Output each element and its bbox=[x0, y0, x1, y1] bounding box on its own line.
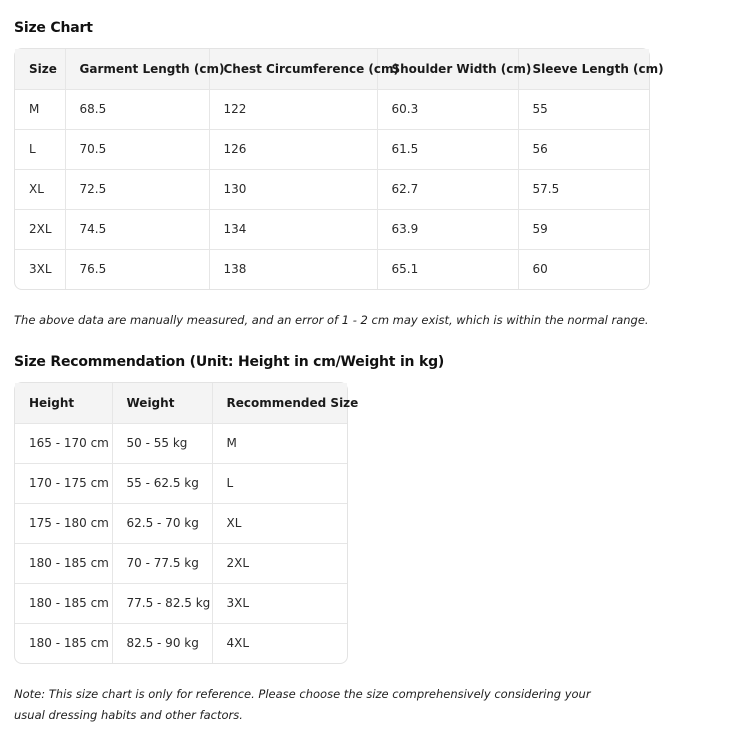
garment-length-cell: 76.5 bbox=[65, 249, 209, 289]
table-row bbox=[15, 503, 347, 543]
table-row bbox=[15, 583, 347, 623]
height-cell: 165 - 170 cm bbox=[15, 423, 112, 463]
chest-circumference-cell: 138 bbox=[209, 249, 377, 289]
table-row bbox=[15, 129, 649, 169]
size-recommendation-title: Size Recommendation (Unit: Height in cm/Weight in kg) bbox=[14, 354, 445, 370]
header-weight: Weight bbox=[112, 383, 212, 423]
size-cell: M bbox=[15, 89, 65, 129]
header-size: Size bbox=[15, 49, 65, 89]
header-height: Height bbox=[15, 383, 112, 423]
table-row bbox=[15, 543, 347, 583]
height-cell: 180 - 185 cm bbox=[15, 583, 112, 623]
table-row bbox=[15, 169, 649, 209]
recommended-size-cell: M bbox=[212, 423, 347, 463]
reference-note: Note: This size chart is only for reference. Please choose the size comprehensively considering your usual dressing habits and other factors. bbox=[14, 687, 591, 722]
measurement-note: The above data are manually measured, and an error of 1 - 2 cm may exist, which is within the normal range. bbox=[14, 313, 649, 327]
sleeve-length-cell: 59 bbox=[518, 209, 649, 249]
shoulder-width-cell: 63.9 bbox=[377, 209, 518, 249]
sleeve-length-cell: 57.5 bbox=[518, 169, 649, 209]
table-row bbox=[15, 249, 649, 289]
table-row bbox=[15, 463, 347, 503]
garment-length-cell: 74.5 bbox=[65, 209, 209, 249]
header-chest-circumference: Chest Circumference (cm) bbox=[209, 49, 377, 89]
garment-length-cell: 68.5 bbox=[65, 89, 209, 129]
shoulder-width-cell: 62.7 bbox=[377, 169, 518, 209]
sleeve-length-cell: 60 bbox=[532, 262, 548, 277]
table-row bbox=[15, 209, 649, 249]
chest-circumference-cell: 126 bbox=[209, 129, 377, 169]
sleeve-length-cell: 55 bbox=[518, 89, 649, 129]
weight-cell: 62.5 - 70 kg bbox=[112, 503, 212, 543]
header-shoulder-width: Shoulder Width (cm) bbox=[377, 49, 518, 89]
recommended-size-cell: XL bbox=[212, 503, 347, 543]
chest-circumference-cell: 122 bbox=[209, 89, 377, 129]
sleeve-length-cell: 56 bbox=[518, 129, 649, 169]
size-recommendation-table bbox=[15, 383, 359, 663]
size-cell: XL bbox=[15, 169, 65, 209]
weight-cell: 70 - 77.5 kg bbox=[112, 543, 212, 583]
garment-length-cell: 70.5 bbox=[65, 129, 209, 169]
garment-length-cell: 72.5 bbox=[65, 169, 209, 209]
size-chart-header-row bbox=[15, 49, 649, 89]
height-cell: 170 - 175 cm bbox=[15, 463, 112, 503]
recommended-size-cell: 3XL bbox=[212, 583, 347, 623]
size-recommendation-table-container bbox=[14, 382, 359, 664]
recommended-size-cell: 2XL bbox=[212, 543, 347, 583]
shoulder-width-cell: 60.3 bbox=[377, 89, 518, 129]
weight-cell: 50 - 55 kg bbox=[112, 423, 212, 463]
size-cell: L bbox=[15, 129, 65, 169]
header-sleeve-length: Sleeve Length (cm) bbox=[518, 49, 649, 89]
shoulder-width-cell: 61.5 bbox=[377, 129, 518, 169]
recommendation-header-row bbox=[15, 383, 347, 423]
chest-circumference-cell: 134 bbox=[209, 209, 377, 249]
weight-cell: 77.5 - 82.5 kg bbox=[112, 583, 212, 623]
size-cell: 3XL bbox=[15, 249, 65, 289]
size-chart-title: Size Chart bbox=[14, 20, 93, 36]
chest-circumference-cell: 130 bbox=[209, 169, 377, 209]
shoulder-width-cell: 65.1 bbox=[377, 249, 518, 289]
table-row bbox=[15, 623, 347, 663]
table-row bbox=[15, 89, 649, 129]
height-cell: 180 - 185 cm bbox=[15, 623, 112, 663]
weight-cell: 82.5 - 90 kg bbox=[112, 623, 212, 663]
recommended-size-cell: 4XL bbox=[226, 636, 250, 651]
size-chart-table bbox=[15, 49, 664, 289]
size-cell: 2XL bbox=[15, 209, 65, 249]
recommended-size-cell: L bbox=[212, 463, 347, 503]
height-cell: 175 - 180 cm bbox=[15, 503, 112, 543]
header-recommended-size: Recommended Size bbox=[212, 383, 347, 423]
size-chart-table-container bbox=[14, 48, 664, 290]
weight-cell: 55 - 62.5 kg bbox=[112, 463, 212, 503]
height-cell: 180 - 185 cm bbox=[15, 543, 112, 583]
header-garment-length: Garment Length (cm) bbox=[65, 49, 209, 89]
table-row bbox=[15, 423, 347, 463]
